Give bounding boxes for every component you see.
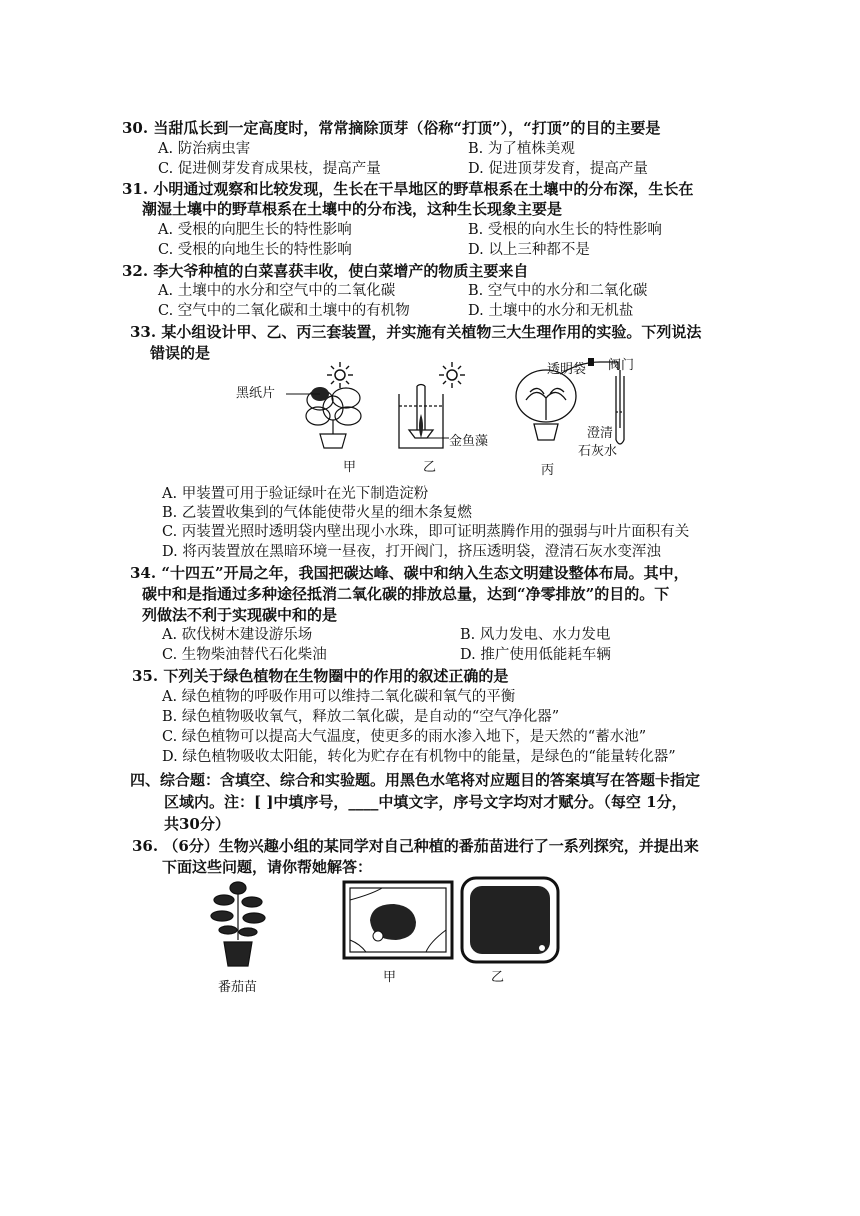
q33-option-c: C. 丙装置光照时透明袋内壁出现小水珠，即可证明蒸腾作用的强弱与叶片面积有关 [162, 524, 690, 540]
cell-yi-label: 乙 [491, 970, 505, 985]
q35-option-b: B. 绿色植物吸收氧气，释放二氧化碳，是自动的“空气净化器” [162, 709, 560, 725]
cell-diagram-jia [342, 880, 454, 960]
beaker-goldfish-weed-drawing [395, 386, 447, 450]
q31-option-d: D. 以上三种都不是 [468, 242, 590, 258]
section4-heading-line2: 区域内。注：[ ]中填序号，____中填文字，序号文字均对才赋分。（每空 1分， [164, 793, 687, 811]
q32-option-b: B. 空气中的水分和二氧化碳 [468, 283, 648, 299]
q33-stem-line1: 33. 某小组设计甲、乙、丙三套装置，并实施有关植物三大生理作用的实验。下列说法 [130, 323, 702, 341]
q30-stem: 30. 当甜瓜长到一定高度时，常常摘除顶芽（俗称“打顶”），“打顶”的目的主要是 [122, 119, 661, 137]
q34-option-c: C. 生物柴油替代石化柴油 [162, 647, 327, 663]
cell-jia-label: 甲 [383, 970, 397, 985]
q32-option-a: A. 土壤中的水分和空气中的二氧化碳 [158, 283, 396, 299]
goldfish-weed-label: 金鱼藻 [449, 434, 489, 449]
q33-option-b: B. 乙装置收集到的气体能使带火星的细木条复燃 [162, 505, 472, 521]
q30-option-a: A. 防治病虫害 [158, 141, 251, 157]
q35-stem: 35. 下列关于绿色植物在生物圈中的作用的叙述正确的是 [132, 667, 509, 685]
cell-diagram-yi [460, 876, 560, 964]
q31-stem-line2: 潮湿土壤中的野草根系在土壤中的分布浅，这种生长现象主要是 [142, 200, 563, 218]
section4-heading-line3: 共30分） [164, 815, 230, 833]
q31-option-a: A. 受根的向肥生长的特性影响 [158, 222, 352, 238]
q32-option-c: C. 空气中的二氧化碳和土壤中的有机物 [158, 303, 410, 319]
q34-stem-line1: 34. “十四五”开局之年，我国把碳达峰、碳中和纳入生态文明建设整体布局。其中， [130, 564, 689, 582]
q32-stem: 32. 李大爷种植的白菜喜获丰收，使白菜增产的物质主要来自 [122, 262, 529, 280]
q34-option-a: A. 砍伐树木建设游乐场 [162, 627, 313, 643]
section4-heading-line1: 四、综合题：含填空、综合和实验题。用黑色水笔将对应题目的答案填写在答题卡指定 [130, 771, 701, 789]
limewater-label-line1: 澄清 [587, 426, 614, 441]
q31-stem-line1: 31. 小明通过观察和比较发现，生长在干旱地区的野草根系在土壤中的分布深，生长在 [122, 180, 694, 198]
q34-option-b: B. 风力发电、水力发电 [460, 627, 611, 643]
q35-option-d: D. 绿色植物吸收太阳能，转化为贮存在有机物中的能量，是绿色的“能量转化器” [162, 749, 676, 765]
q34-stem-line2: 碳中和是指通过多种途径抵消二氧化碳的排放总量，达到“净零排放”的目的。下 [142, 585, 670, 603]
leader-line [425, 436, 451, 440]
q34-stem-line3: 列做法不利于实现碳中和的是 [142, 606, 338, 624]
apparatus-bing-label: 丙 [541, 463, 555, 478]
transparent-bag-label: 透明袋 [547, 362, 587, 377]
apparatus-yi-label: 乙 [423, 460, 437, 475]
q33-option-d: D. 将丙装置放在黑暗环境一昼夜，打开阀门，挤压透明袋，澄清石灰水变浑浊 [162, 544, 661, 560]
valve-label: 阀门 [608, 358, 635, 373]
tomato-seedling-label: 番茄苗 [218, 980, 258, 995]
tomato-seedling-drawing [208, 878, 268, 970]
q35-option-a: A. 绿色植物的呼吸作用可以维持二氧化碳和氧气的平衡 [162, 689, 516, 705]
q30-option-b: B. 为了植株美观 [468, 141, 575, 157]
leader-line [286, 392, 322, 396]
q31-option-c: C. 受根的向地生长的特性影响 [158, 242, 352, 258]
q34-option-d: D. 推广使用低能耗车辆 [460, 647, 611, 663]
q36-stem-line2: 下面这些问题，请你帮她解答： [162, 858, 373, 876]
q32-option-d: D. 土壤中的水分和无机盐 [468, 303, 634, 319]
q30-option-d: D. 促进顶芽发育，提高产量 [468, 161, 648, 177]
q36-stem-line1: 36. （6分）生物兴趣小组的某同学对自己种植的番茄苗进行了一系列探究，并提出来 [132, 837, 699, 855]
q35-option-c: C. 绿色植物可以提高大气温度，使更多的雨水渗入地下，是天然的“蓄水池” [162, 729, 647, 745]
q30-option-c: C. 促进侧芽发育成果枝，提高产量 [158, 161, 381, 177]
apparatus-jia-label: 甲 [343, 460, 357, 475]
q31-option-b: B. 受根的向水生长的特性影响 [468, 222, 662, 238]
q33-option-a: A. 甲装置可用于验证绿叶在光下制造淀粉 [162, 486, 429, 502]
potted-plant-black-paper-drawing [300, 378, 370, 450]
black-paper-label: 黑纸片 [236, 386, 276, 401]
limewater-label-line2: 石灰水 [578, 444, 618, 459]
q33-stem-line2: 错误的是 [150, 344, 211, 362]
